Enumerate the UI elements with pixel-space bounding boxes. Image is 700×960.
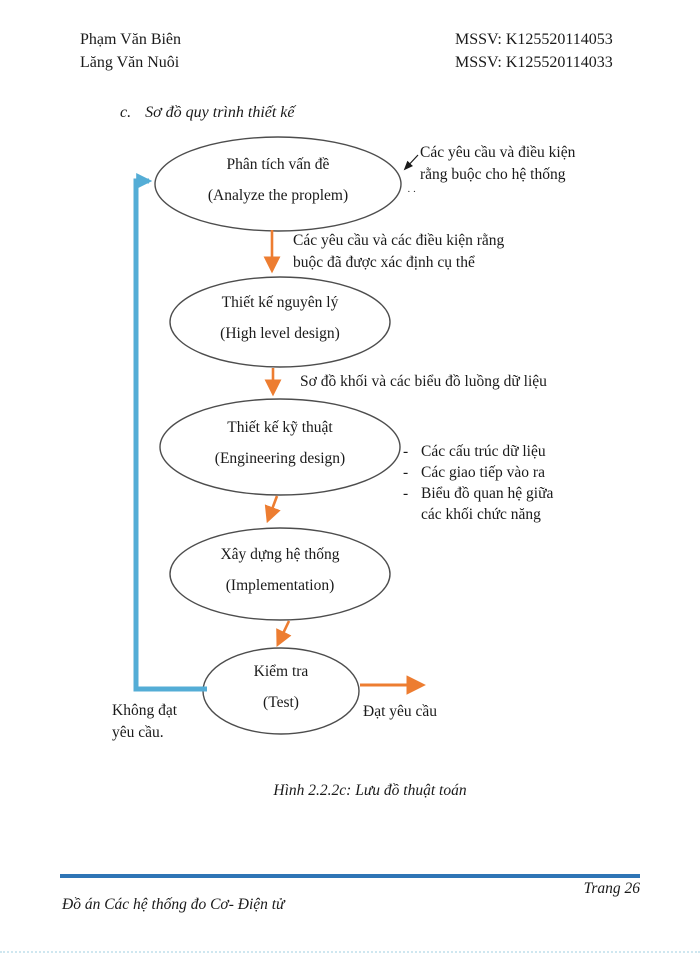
node-engineering [160,419,400,468]
node-implementation-subtitle: (Implementation) [225,577,335,594]
bullet-text: Các cấu trúc dữ liệu [421,443,546,460]
flow-arrow-3-4 [268,496,277,520]
bullet-text: Biểu đồ quan hệ giữa [421,485,554,502]
annotation-requirements [420,142,575,186]
footer-page-number: Trang 26 [583,880,640,897]
annotation-requirements-line2: rằng buộc cho hệ thống [420,166,566,183]
label-fail-line1: Không đạt [112,702,178,719]
node-analyze [155,156,401,205]
node-test-subtitle: (Test) [263,694,299,711]
bullet-marker [403,504,421,525]
bullet-marker: - [403,464,409,481]
node-analyze-subtitle: (Analyze the proplem) [207,187,349,204]
footer-rule [60,874,640,878]
node-implementation [170,546,390,595]
annotation-defined-line1: Các yêu cầu và các điều kiện rằng [293,232,505,249]
node-implementation-title: Xây dựng hệ thống [220,546,340,563]
annotation-defined-line2: buộc đã được xác định cụ thể [293,254,475,271]
section-heading-text: Sơ đồ quy trình thiết kế [145,104,295,121]
bullet-marker: - [403,485,409,502]
bullet-text: Các giao tiếp vào ra [421,464,545,481]
label-pass: Đạt yêu cầu [363,703,438,720]
bullet-marker: - [403,443,409,460]
annotation-bullet-list [403,441,553,525]
bullet-item [403,441,553,462]
bullet-item [403,483,553,504]
bullet-text: các khối chức năng [421,506,541,523]
header-author-2: Lăng Văn Nuôi [80,54,180,71]
label-fail [112,700,177,744]
node-engineering-subtitle: (Engineering design) [214,450,346,467]
node-high-level [170,294,390,343]
bullet-item [403,462,553,483]
annotation-requirements-line1: Các yêu cầu và điều kiện [420,144,576,161]
header-mssv-1: MSSV: K125520114053 [455,31,613,48]
annotation-block-diagram: Sơ đồ khối và các biểu đồ luồng dữ liệu [300,373,547,390]
header-author-1: Phạm Văn Biên [80,31,182,48]
bullet-item [403,504,553,525]
node-test-title: Kiểm tra [253,663,309,680]
node-test [203,663,359,712]
node-engineering-title: Thiết kế kỹ thuật [227,419,333,436]
figure-caption: Hình 2.2.2c: Lưu đồ thuật toán [273,782,467,799]
page-bottom-dotted-border [0,951,700,953]
footer-doc-title: Đồ án Các hệ thống đo Cơ- Điện tử [62,896,285,913]
node-high-level-title: Thiết kế nguyên lý [221,294,339,311]
label-fail-line2: yêu cầu. [112,724,164,741]
node-analyze-title: Phân tích vấn đề [226,156,330,173]
header-mssv-2: MSSV: K125520114033 [455,54,613,71]
flow-arrow-4-5 [278,621,289,644]
annotation-requirements-dots: ·· [407,186,419,198]
requirements-pointer-arrow [405,155,418,169]
node-high-level-subtitle: (High level design) [220,325,340,342]
section-heading-prefix: c. [120,104,132,121]
annotation-defined [293,230,504,274]
